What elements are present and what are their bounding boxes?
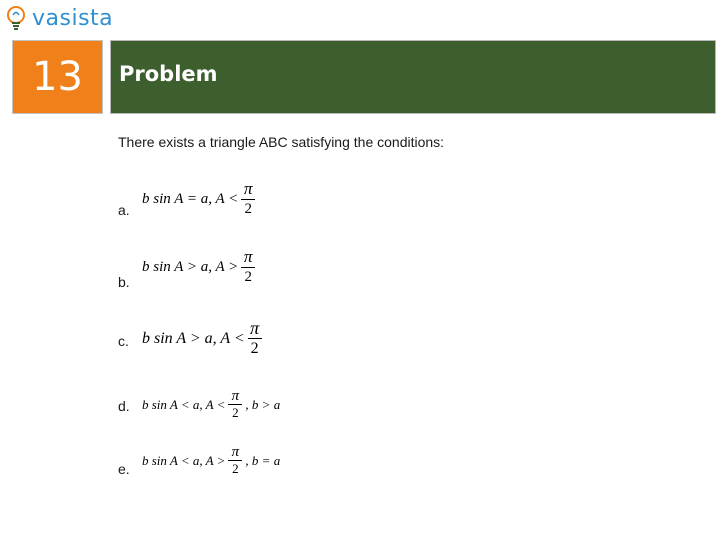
fraction: [241, 248, 255, 287]
fraction: [241, 180, 255, 219]
slide-number-box: [12, 40, 103, 114]
fraction-denominator: 2: [232, 405, 239, 421]
option-expression: [142, 248, 258, 287]
expression-right: , b = a: [245, 453, 281, 469]
fraction-numerator: π: [243, 247, 253, 266]
expression-left: b sin A = a, A <: [142, 191, 239, 208]
slide-title: Problem: [119, 62, 218, 86]
option-expression: [142, 388, 280, 422]
fraction: [248, 318, 262, 360]
problem-statement: There exists a triangle ABC satisfying the conditions:: [118, 134, 445, 150]
logo-text: vasista: [32, 6, 114, 31]
option-expression: [142, 318, 265, 360]
title-bar: [110, 40, 716, 114]
fraction-denominator: 2: [232, 461, 239, 477]
slide-number: 13: [32, 54, 83, 100]
fraction-numerator: π: [243, 179, 253, 198]
fraction-numerator: π: [250, 318, 260, 338]
option-expression: [142, 180, 258, 219]
option-letter: d.: [118, 398, 130, 414]
expression-left: b sin A > a, A >: [142, 259, 239, 276]
fraction-numerator: π: [231, 444, 240, 460]
expression-left: b sin A < a, A >: [142, 453, 226, 469]
lightbulb-icon: [4, 4, 34, 34]
fraction: [228, 388, 242, 422]
expression-left: b sin A < a, A <: [142, 397, 226, 413]
expression-left: b sin A > a, A <: [142, 330, 245, 348]
fraction-numerator: π: [231, 388, 240, 404]
vasista-logo: [4, 4, 114, 34]
option-expression: [142, 444, 280, 478]
expression-right: , b > a: [245, 397, 281, 413]
fraction-denominator: 2: [244, 268, 252, 285]
option-letter: b.: [118, 274, 130, 290]
fraction: [228, 444, 242, 478]
option-letter: c.: [118, 333, 129, 349]
fraction-denominator: 2: [244, 200, 252, 217]
option-letter: a.: [118, 202, 130, 218]
fraction-denominator: 2: [250, 340, 259, 358]
option-letter: e.: [118, 461, 130, 477]
